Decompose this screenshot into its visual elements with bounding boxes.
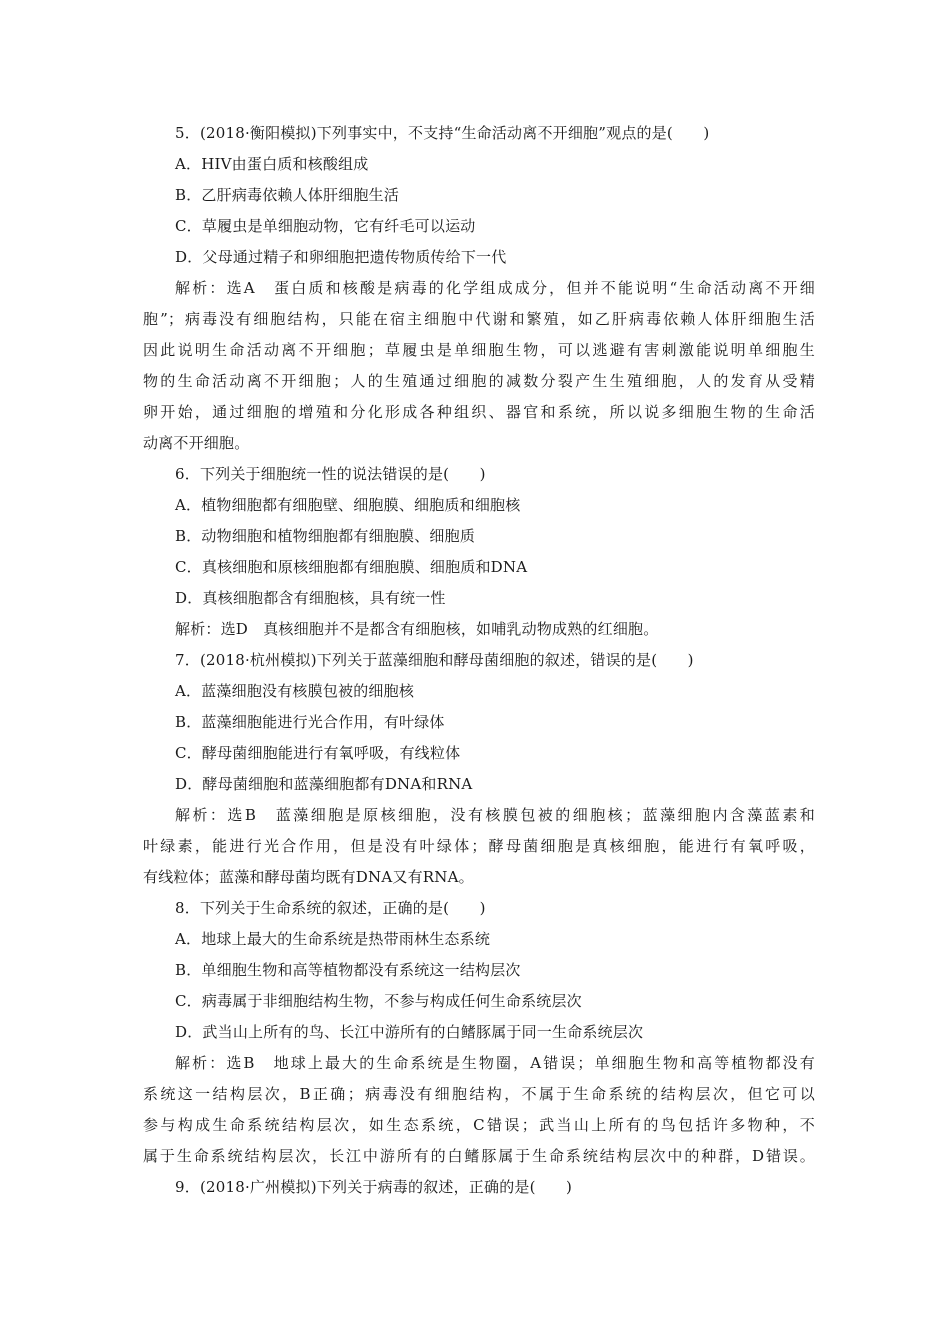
text-line: 5．(2018·衡阳模拟)下列事实中，不支持“生命活动离不开细胞”观点的是( ) (175, 124, 710, 142)
text-line: B．动物细胞和植物细胞都有细胞膜、细胞质 (175, 527, 476, 545)
text-line: A．地球上最大的生命系统是热带雨林生态系统 (175, 930, 491, 948)
text-line: A．蓝藻细胞没有核膜包被的细胞核 (175, 682, 415, 700)
text-line: B．单细胞生物和高等植物都没有系统这一结构层次 (175, 961, 521, 979)
text-line: 属于生命系统结构层次，长江中游所有的白鳍豚属于生命系统结构层次中的种群，D错误。 (143, 1147, 815, 1165)
text-line: 解析：选A 蛋白质和核酸是病毒的化学组成成分，但并不能说明“生命活动离不开细 (175, 279, 815, 297)
text-line: C．酵母菌细胞能进行有氧呼吸，有线粒体 (175, 744, 461, 762)
text-line: 6．下列关于细胞统一性的说法错误的是( ) (175, 465, 486, 483)
text-line: 解析：选B 蓝藻细胞是原核细胞，没有核膜包被的细胞核；蓝藻细胞内含藻蓝素和 (175, 806, 815, 824)
text-line: B．蓝藻细胞能进行光合作用，有叶绿体 (175, 713, 445, 731)
text-line: A．HIV由蛋白质和核酸组成 (175, 155, 369, 173)
text-line: C．草履虫是单细胞动物，它有纤毛可以运动 (175, 217, 476, 235)
text-line: 9．(2018·广州模拟)下列关于病毒的叙述，正确的是( ) (175, 1178, 573, 1196)
text-line: 动离不开细胞。 (143, 434, 250, 452)
text-line: 有线粒体；蓝藻和酵母菌均既有DNA又有RNA。 (143, 868, 474, 886)
text-line: 参与构成生命系统结构层次，如生态系统，C错误；武当山上所有的鸟包括许多物种，不 (143, 1116, 815, 1134)
text-line: 胞”；病毒没有细胞结构，只能在宿主细胞中代谢和繁殖，如乙肝病毒依赖人体肝细胞生活 (143, 310, 815, 328)
text-line: 8．下列关于生命系统的叙述，正确的是( ) (175, 899, 486, 917)
text-line: C．病毒属于非细胞结构生物，不参与构成任何生命系统层次 (175, 992, 582, 1010)
text-line: 系统这一结构层次，B正确；病毒没有细胞结构，不属于生命系统的结构层次，但它可以 (143, 1085, 815, 1103)
text-line: B．乙肝病毒依赖人体肝细胞生活 (175, 186, 400, 204)
text-line: 解析：选B 地球上最大的生命系统是生物圈，A错误；单细胞生物和高等植物都没有 (175, 1054, 815, 1072)
text-line: D．酵母菌细胞和蓝藻细胞都有DNA和RNA (175, 775, 473, 793)
text-line: D．真核细胞都含有细胞核，具有统一性 (175, 589, 446, 607)
text-line: C．真核细胞和原核细胞都有细胞膜、细胞质和DNA (175, 558, 528, 576)
text-line: 解析：选D 真核细胞并不是都含有细胞核，如哺乳动物成熟的红细胞。 (175, 620, 659, 638)
text-line: 卵开始，通过细胞的增殖和分化形成各种组织、器官和系统，所以说多细胞生物的生命活 (143, 403, 815, 421)
text-line: 叶绿素，能进行光合作用，但是没有叶绿体；酵母菌细胞是真核细胞，能进行有氧呼吸， (143, 837, 815, 855)
text-line: D．武当山上所有的鸟、长江中游所有的白鳍豚属于同一生命系统层次 (175, 1023, 644, 1041)
text-line: 物的生命活动离不开细胞；人的生殖通过细胞的减数分裂产生生殖细胞，人的发育从受精 (143, 372, 815, 390)
text-line: 7．(2018·杭州模拟)下列关于蓝藻细胞和酵母菌细胞的叙述，错误的是( ) (175, 651, 694, 669)
text-line: 因此说明生命活动离不开细胞；草履虫是单细胞生物，可以逃避有害刺激能说明单细胞生 (143, 341, 815, 359)
text-line: D．父母通过精子和卵细胞把遗传物质传给下一代 (175, 248, 507, 266)
text-line: A．植物细胞都有细胞壁、细胞膜、细胞质和细胞核 (175, 496, 521, 514)
